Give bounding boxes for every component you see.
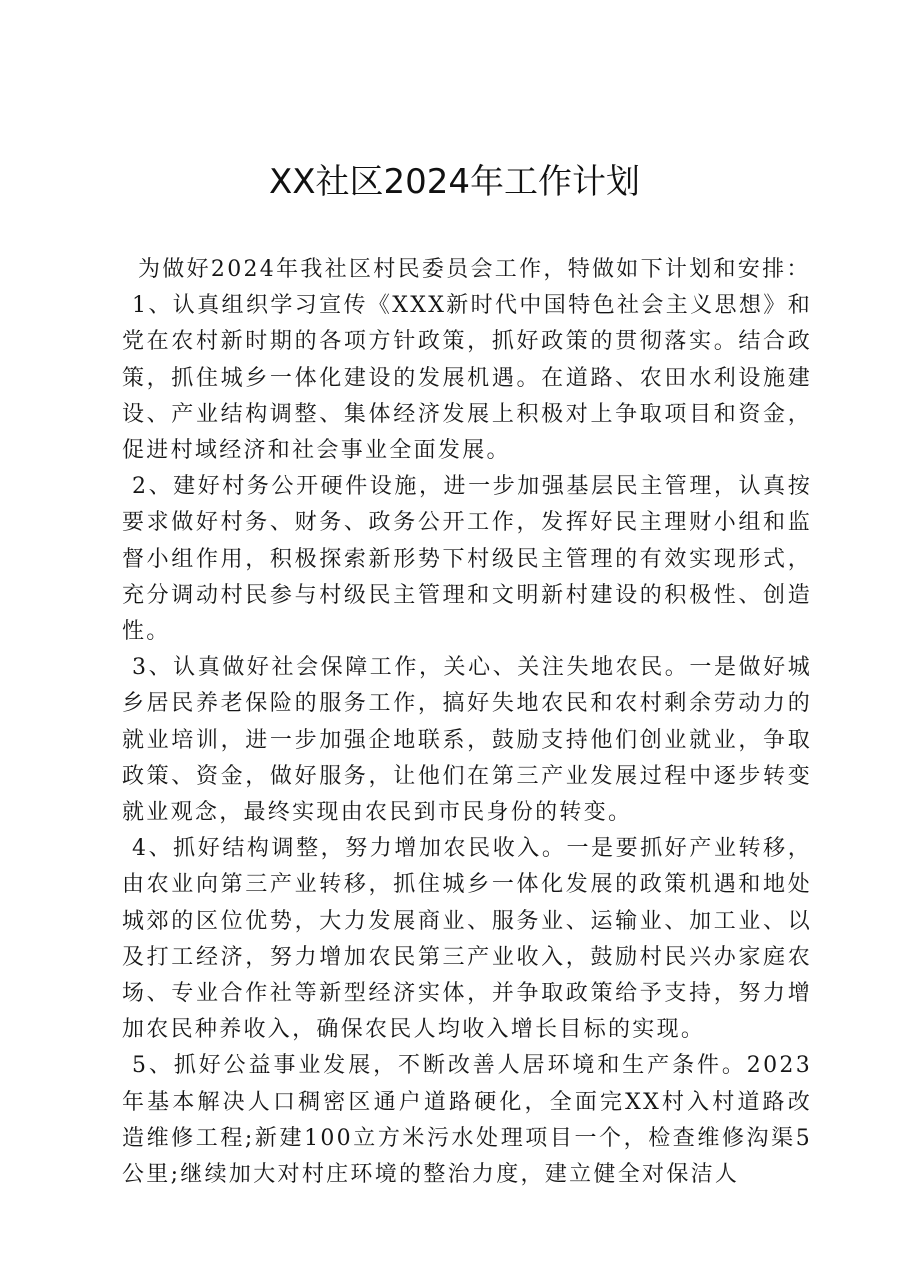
paragraph-item-1: 1、认真组织学习宣传《XXX新时代中国特色社会主义思想》和党在农村新时期的各项方针政策，抓好政策的贯彻落实。结合政策，抓住城乡一体化建设的发展机遇。在道路、农田水利设施建设、产业结构调整、集体经济发展上积极对上争取项目和资金，促进村域经济和社会事业全面发展。 [122, 293, 812, 464]
paragraph-item-3: 3、认真做好社会保障工作，关心、关注失地农民。一是做好城乡居民养老保险的服务工作，搞好失地农民和农村剩余劳动力的就业培训，进一步加强企地联系，鼓励支持他们创业就业，争取政策、资金，做好服务，让他们在第三产业发展过程中逐步转变就业观念，最终实现由农民到市民身份的转变。 [122, 655, 812, 826]
paragraph-item-2: 2、建好村务公开硬件设施，进一步加强基层民主管理，认真按要求做好村务、财务、政务公开工作，发挥好民主理财小组和监督小组作用，积极探索新形势下村级民主管理的有效实现形式，充分调动村民参与村级民主管理和文明新村建设的积极性、创造性。 [122, 474, 812, 645]
document-title: XX社区2024年工作计划 [268, 162, 641, 202]
intro-paragraph: 为做好2024年我社区村民委员会工作，特做如下计划和安排： [138, 257, 811, 282]
paragraph-item-4: 4、抓好结构调整，努力增加农民收入。一是要抓好产业转移，由农业向第三产业转移，抓住城乡一体化发展的政策机遇和地处城郊的区位优势，大力发展商业、服务业、运输业、加工业、以及打工经济，努力增加农民第三产业收入，鼓励村民兴办家庭农场、专业合作社等新型经济实体，并争取政策给予支持，努力增加农民种养收入，确保农民人均收入增长目标的实现。 [122, 836, 812, 1043]
document-body [122, 252, 812, 1193]
paragraph-item-5: 5、抓好公益事业发展，不断改善人居环境和生产条件。2023年基本解决人口稠密区通户道路硬化，全面完XX村入村道路改造维修工程;新建100立方米污水处理项目一个，检查维修沟渠5公里;继续加大对村庄环境的整治力度，建立健全对保洁人 [122, 1053, 812, 1188]
